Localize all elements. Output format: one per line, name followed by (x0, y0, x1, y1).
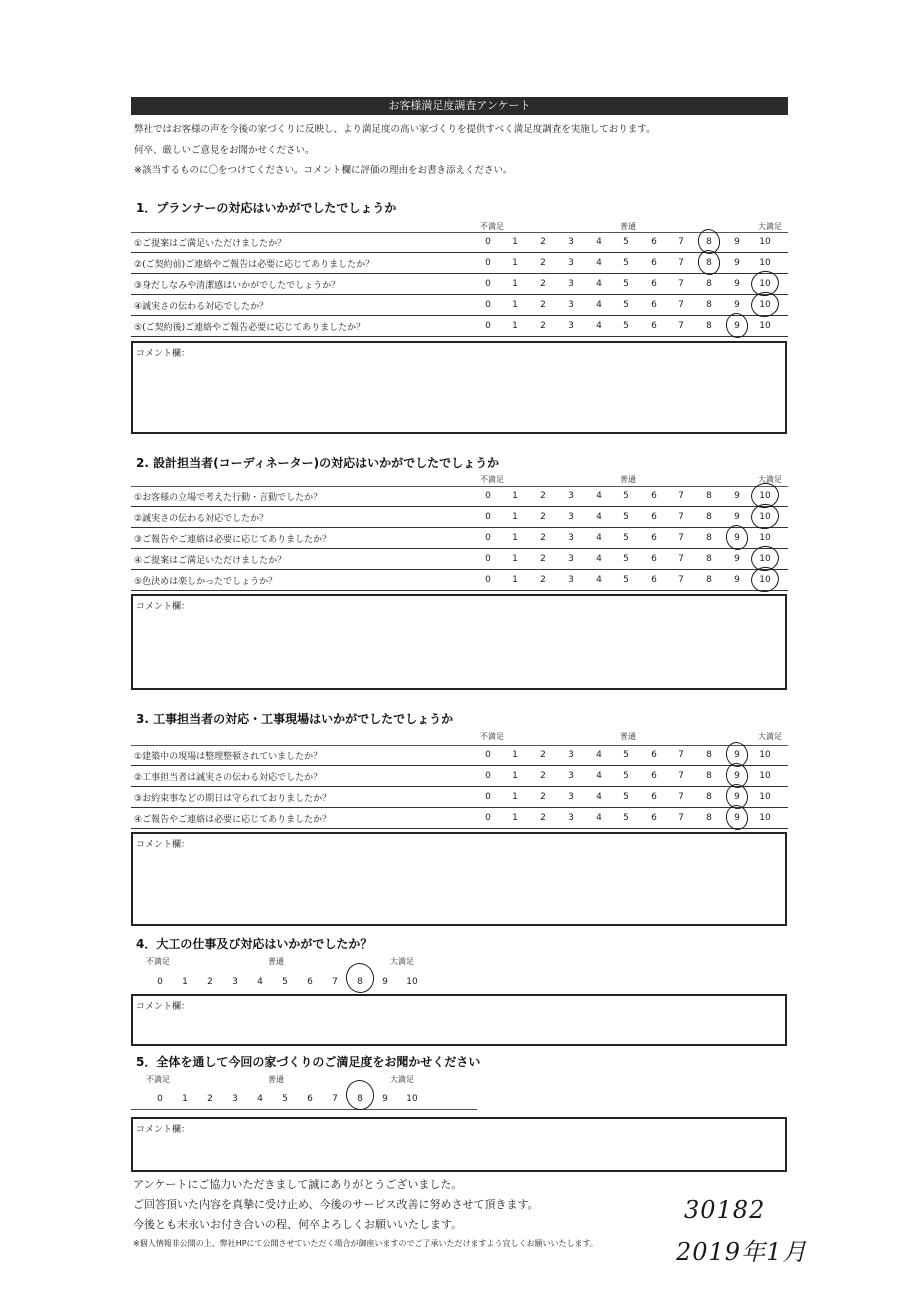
rating-option[interactable]: 2 (207, 1094, 213, 1104)
rating-option[interactable]: 1 (512, 491, 518, 501)
scale-label-high: 大満足 (758, 732, 782, 741)
section-title: 1．プランナーの対応はいかがでしたでしょうか (136, 201, 397, 215)
question-text: ④ご報告やご連絡は必要に応じてありましたか？ (134, 815, 332, 825)
rating-option[interactable]: 3 (568, 750, 574, 760)
question-text: ③身だしなみや清潔感はいかがでしたでしょうか？ (134, 281, 341, 291)
scale-label-low: 不満足 (146, 957, 170, 966)
question-row (131, 253, 788, 274)
rating-option[interactable]: 3 (568, 300, 574, 310)
rating-option[interactable]: 3 (568, 279, 574, 289)
rating-option[interactable]: 8 (706, 771, 712, 781)
rating-option[interactable]: 3 (568, 321, 574, 331)
rating-option[interactable]: 1 (512, 575, 518, 585)
comment-field[interactable] (131, 594, 787, 690)
rating-option[interactable]: 10 (406, 977, 418, 987)
rating-option[interactable]: 1 (512, 300, 518, 310)
rating-option[interactable]: 8 (706, 792, 712, 802)
rating-option[interactable]: 0 (485, 279, 491, 289)
rating-option[interactable]: 3 (232, 1094, 238, 1104)
selected-rating-circle (724, 311, 751, 340)
rating-option[interactable]: 1 (512, 750, 518, 760)
comment-label: コメント欄： (136, 349, 191, 359)
rating-option[interactable]: 8 (706, 575, 712, 585)
rating-option[interactable]: 8 (357, 977, 363, 987)
rating-option[interactable]: 6 (651, 575, 657, 585)
rating-option[interactable]: 6 (651, 750, 657, 760)
rating-option[interactable]: 7 (332, 977, 338, 987)
scale-label-high: 大満足 (390, 1075, 414, 1084)
rating-option[interactable]: 4 (596, 750, 602, 760)
rating-option[interactable]: 3 (568, 813, 574, 823)
rating-option[interactable]: 8 (706, 237, 712, 247)
rating-option[interactable]: 9 (734, 300, 740, 310)
rating-option[interactable]: 6 (307, 1094, 313, 1104)
scale-label-high: 大満足 (758, 222, 782, 231)
rating-option[interactable]: 1 (512, 258, 518, 268)
question-row (131, 507, 788, 528)
rating-option[interactable]: 3 (568, 792, 574, 802)
rating-option[interactable]: 2 (207, 977, 213, 987)
rating-option[interactable]: 6 (651, 533, 657, 543)
comment-label: コメント欄： (136, 1125, 191, 1135)
question-row (131, 274, 788, 295)
rating-option[interactable]: 8 (706, 512, 712, 522)
comment-field[interactable] (131, 1117, 787, 1172)
rating-option[interactable]: 8 (706, 750, 712, 760)
rating-option[interactable]: 10 (759, 813, 771, 823)
rating-option[interactable]: 2 (540, 554, 546, 564)
rating-option[interactable]: 4 (596, 792, 602, 802)
rating-option[interactable]: 6 (651, 321, 657, 331)
rating-option[interactable]: 8 (706, 533, 712, 543)
rating-option[interactable]: 9 (734, 533, 740, 543)
rating-option[interactable]: 9 (734, 321, 740, 331)
rating-option[interactable]: 6 (651, 813, 657, 823)
scale-underline (131, 1109, 477, 1110)
rating-option[interactable]: 0 (485, 575, 491, 585)
rating-option[interactable]: 0 (485, 258, 491, 268)
rating-option[interactable]: 3 (232, 977, 238, 987)
comment-field[interactable] (131, 832, 787, 926)
rating-option[interactable]: 0 (485, 771, 491, 781)
rating-option[interactable]: 5 (623, 258, 629, 268)
scale-label-mid: 普通 (620, 475, 636, 484)
privacy-note: ※個人情報非公開の上、弊社HPにて公開させていただく場合が御座いますのでご了承いただけますよう宜しくお願いいたします。 (133, 1239, 598, 1248)
rating-option[interactable]: 3 (568, 554, 574, 564)
rating-option[interactable]: 0 (485, 300, 491, 310)
rating-option[interactable]: 7 (678, 554, 684, 564)
rating-option[interactable]: 0 (485, 750, 491, 760)
rating-option[interactable]: 2 (540, 512, 546, 522)
rating-option[interactable]: 5 (623, 300, 629, 310)
rating-option[interactable]: 4 (257, 1094, 263, 1104)
rating-option[interactable]: 0 (485, 237, 491, 247)
rating-option[interactable]: 10 (759, 279, 771, 289)
rating-option[interactable]: 5 (623, 771, 629, 781)
question-text: ③お約束事などの期日は守られておりましたか？ (134, 794, 332, 804)
selected-rating-circle (343, 960, 377, 995)
rating-option[interactable]: 8 (706, 813, 712, 823)
handwritten-id: 30182 (684, 1196, 766, 1224)
survey-title: お客様満足度調査アンケート (131, 97, 788, 115)
rating-option[interactable]: 5 (623, 491, 629, 501)
rating-option[interactable]: 10 (759, 300, 771, 310)
rating-option[interactable]: 10 (759, 491, 771, 501)
scale-label-low: 不満足 (480, 222, 504, 231)
rating-option[interactable]: 1 (512, 533, 518, 543)
question-row (131, 570, 788, 591)
question-row (131, 295, 788, 316)
rating-option[interactable]: 0 (157, 977, 163, 987)
rating-option[interactable]: 1 (512, 771, 518, 781)
comment-label: コメント欄： (136, 840, 191, 850)
selected-rating-circle (724, 803, 751, 832)
rating-option[interactable]: 8 (706, 321, 712, 331)
rating-option[interactable]: 5 (623, 279, 629, 289)
scale-label-low: 不満足 (480, 475, 504, 484)
question-row (131, 549, 788, 570)
section-title: 5．全体を通して今回の家づくりのご満足度をお聞かせください (136, 1055, 481, 1069)
rating-option[interactable]: 4 (596, 771, 602, 781)
rating-option[interactable]: 0 (157, 1094, 163, 1104)
rating-option[interactable]: 7 (678, 575, 684, 585)
rating-option[interactable]: 9 (734, 512, 740, 522)
question-text: ④ご提案はご満足いただけましたか？ (134, 556, 287, 566)
question-text: ⑤色決めは楽しかったでしょうか？ (134, 577, 278, 587)
rating-option[interactable]: 1 (182, 977, 188, 987)
rating-option[interactable]: 0 (485, 554, 491, 564)
scale-label-mid: 普通 (620, 732, 636, 741)
rating-option[interactable]: 0 (485, 533, 491, 543)
rating-option[interactable]: 5 (282, 977, 288, 987)
scale-label-mid: 普通 (268, 1075, 284, 1084)
rating-option[interactable]: 6 (651, 554, 657, 564)
closing-message: アンケートにご協力いただきまして誠にありがとうございました。 (133, 1178, 463, 1191)
question-text: ①建築中の現場は整理整頓されていましたか？ (134, 752, 323, 762)
closing-message: ご回答頂いた内容を真摯に受け止め、今後のサービス改善に努めさせて頂きます。 (133, 1198, 539, 1211)
rating-option[interactable]: 4 (596, 258, 602, 268)
question-row (131, 787, 788, 808)
rating-option[interactable]: 6 (651, 258, 657, 268)
rating-option[interactable]: 9 (734, 237, 740, 247)
rating-option[interactable]: 2 (540, 279, 546, 289)
rating-option[interactable]: 4 (596, 300, 602, 310)
rating-option[interactable]: 1 (512, 554, 518, 564)
rating-option[interactable]: 0 (485, 792, 491, 802)
rating-option[interactable]: 9 (734, 575, 740, 585)
rating-option[interactable]: 7 (678, 792, 684, 802)
rating-option[interactable]: 8 (706, 554, 712, 564)
rating-option[interactable]: 10 (759, 554, 771, 564)
rating-option[interactable]: 8 (706, 279, 712, 289)
rating-option[interactable]: 3 (568, 575, 574, 585)
rating-option[interactable]: 4 (596, 554, 602, 564)
rating-option[interactable]: 5 (623, 321, 629, 331)
rating-option[interactable]: 9 (734, 792, 740, 802)
rating-option[interactable]: 1 (182, 1094, 188, 1104)
rating-option[interactable]: 1 (512, 237, 518, 247)
rating-option[interactable]: 10 (759, 750, 771, 760)
rating-option[interactable]: 2 (540, 300, 546, 310)
rating-option[interactable]: 8 (357, 1094, 363, 1104)
section-title: 2. 設計担当者(コーディネーター)の対応はいかがでしたでしょうか (136, 456, 500, 470)
rating-option[interactable]: 5 (623, 237, 629, 247)
rating-option[interactable]: 6 (651, 792, 657, 802)
selected-rating-circle (696, 248, 723, 277)
comment-label: コメント欄： (136, 602, 191, 612)
rating-option[interactable]: 2 (540, 237, 546, 247)
rating-option[interactable]: 8 (706, 300, 712, 310)
rating-option[interactable]: 4 (596, 512, 602, 522)
rating-option[interactable]: 10 (759, 512, 771, 522)
rating-option[interactable]: 0 (485, 813, 491, 823)
question-text: ②誠実さの伝わる対応でしたか？ (134, 514, 269, 524)
scale-label-high: 大満足 (390, 957, 414, 966)
rating-option[interactable]: 9 (382, 977, 388, 987)
rating-option[interactable]: 8 (706, 491, 712, 501)
rating-option[interactable]: 0 (485, 512, 491, 522)
rating-option[interactable]: 7 (678, 491, 684, 501)
rating-option[interactable]: 6 (651, 279, 657, 289)
question-text: ②工事担当者は誠実さの伝わる対応でしたか？ (134, 773, 323, 783)
rating-option[interactable]: 4 (596, 533, 602, 543)
rating-option[interactable]: 1 (512, 321, 518, 331)
closing-message: 今後とも末永いお付き合いの程、何卒よろしくお願いいたします。 (133, 1218, 463, 1231)
rating-option[interactable]: 9 (382, 1094, 388, 1104)
question-row (131, 528, 788, 549)
rating-option[interactable]: 5 (623, 813, 629, 823)
rating-option[interactable]: 7 (678, 813, 684, 823)
rating-option[interactable]: 1 (512, 813, 518, 823)
rating-option[interactable]: 4 (257, 977, 263, 987)
rating-option[interactable]: 8 (706, 258, 712, 268)
rating-option[interactable]: 1 (512, 792, 518, 802)
rating-option[interactable]: 1 (512, 512, 518, 522)
rating-option[interactable]: 7 (678, 771, 684, 781)
rating-option[interactable]: 4 (596, 575, 602, 585)
rating-option[interactable]: 1 (512, 279, 518, 289)
rating-option[interactable]: 5 (623, 533, 629, 543)
rating-option[interactable]: 4 (596, 491, 602, 501)
rating-option[interactable]: 3 (568, 491, 574, 501)
question-row (131, 232, 788, 253)
question-row (131, 745, 788, 766)
rating-option[interactable]: 5 (623, 554, 629, 564)
question-text: ①お客様の立場で考えた行動・言動でしたか？ (134, 493, 323, 503)
rating-option[interactable]: 7 (678, 237, 684, 247)
rating-option[interactable]: 7 (678, 279, 684, 289)
intro-line: 弊社ではお客様の声を今後の家づくりに反映し、より満足度の高い家づくりを提供すべく満足度調査を実施しております。 (134, 124, 656, 135)
rating-option[interactable]: 9 (734, 813, 740, 823)
rating-option[interactable]: 0 (485, 321, 491, 331)
comment-field[interactable] (131, 994, 787, 1046)
rating-option[interactable]: 5 (623, 512, 629, 522)
rating-option[interactable]: 3 (568, 533, 574, 543)
rating-option[interactable]: 6 (651, 237, 657, 247)
rating-option[interactable]: 6 (307, 977, 313, 987)
rating-option[interactable]: 7 (678, 300, 684, 310)
section-title: 4．大工の仕事及び対応はいかがでしたか？ (136, 937, 373, 951)
rating-option[interactable]: 4 (596, 321, 602, 331)
rating-option[interactable]: 5 (282, 1094, 288, 1104)
rating-option[interactable]: 10 (759, 792, 771, 802)
section-title: 3. 工事担当者の対応・工事現場はいかがでしたでしょうか (136, 712, 454, 726)
question-row (131, 766, 788, 787)
question-text: ⑤(ご契約後)ご連絡やご報告必要に応じてありましたか？ (134, 323, 366, 333)
rating-option[interactable]: 7 (678, 321, 684, 331)
rating-option[interactable]: 10 (759, 533, 771, 543)
rating-option[interactable]: 10 (759, 575, 771, 585)
rating-option[interactable]: 5 (623, 575, 629, 585)
rating-option[interactable]: 0 (485, 491, 491, 501)
rating-option[interactable]: 2 (540, 575, 546, 585)
rating-option[interactable]: 7 (678, 750, 684, 760)
rating-option[interactable]: 9 (734, 771, 740, 781)
rating-option[interactable]: 4 (596, 813, 602, 823)
rating-option[interactable]: 2 (540, 491, 546, 501)
intro-line: 何卒、厳しいご意見をお聞かせください。 (134, 145, 315, 156)
rating-option[interactable]: 3 (568, 512, 574, 522)
rating-option[interactable]: 2 (540, 258, 546, 268)
comment-field[interactable] (131, 341, 787, 434)
selected-rating-circle (724, 523, 751, 552)
rating-option[interactable]: 6 (651, 491, 657, 501)
question-row (131, 808, 788, 829)
rating-option[interactable]: 4 (596, 237, 602, 247)
question-row (131, 486, 788, 507)
rating-option[interactable]: 2 (540, 771, 546, 781)
rating-option[interactable]: 7 (678, 533, 684, 543)
scale-label-low: 不満足 (146, 1075, 170, 1084)
rating-option[interactable]: 2 (540, 533, 546, 543)
selected-rating-circle (343, 1077, 377, 1112)
rating-option[interactable]: 7 (332, 1094, 338, 1104)
rating-option[interactable]: 9 (734, 279, 740, 289)
scale-label-low: 不満足 (480, 732, 504, 741)
rating-option[interactable]: 2 (540, 813, 546, 823)
rating-option[interactable]: 9 (734, 554, 740, 564)
question-text: ④誠実さの伝わる対応でしたか？ (134, 302, 269, 312)
rating-option[interactable]: 7 (678, 512, 684, 522)
scale-label-mid: 普通 (268, 957, 284, 966)
rating-option[interactable]: 2 (540, 792, 546, 802)
scale-label-mid: 普通 (620, 222, 636, 231)
question-text: ②(ご契約前)ご連絡やご報告は必要に応じてありましたか？ (134, 260, 375, 270)
rating-option[interactable]: 9 (734, 491, 740, 501)
scale-label-high: 大満足 (758, 475, 782, 484)
rating-option[interactable]: 5 (623, 750, 629, 760)
rating-option[interactable]: 5 (623, 792, 629, 802)
rating-option[interactable]: 6 (651, 300, 657, 310)
rating-option[interactable]: 10 (759, 237, 771, 247)
rating-option[interactable]: 10 (759, 321, 771, 331)
rating-option[interactable]: 10 (406, 1094, 418, 1104)
rating-option[interactable]: 6 (651, 771, 657, 781)
rating-option[interactable]: 3 (568, 237, 574, 247)
question-row (131, 316, 788, 337)
rating-option[interactable]: 10 (759, 771, 771, 781)
intro-line: ※該当するものに〇をつけてください。コメント欄に評価の理由をお書き添えください。 (134, 165, 513, 176)
handwritten-date: 2019年1月 (676, 1238, 808, 1266)
rating-option[interactable]: 9 (734, 750, 740, 760)
question-text: ①ご提案はご満足いただけましたか？ (134, 239, 287, 249)
question-text: ③ご報告やご連絡は必要に応じてありましたか？ (134, 535, 332, 545)
rating-option[interactable]: 9 (734, 258, 740, 268)
rating-option[interactable]: 3 (568, 258, 574, 268)
rating-option[interactable]: 3 (568, 771, 574, 781)
rating-option[interactable]: 10 (759, 258, 771, 268)
rating-option[interactable]: 2 (540, 321, 546, 331)
rating-option[interactable]: 7 (678, 258, 684, 268)
rating-option[interactable]: 2 (540, 750, 546, 760)
comment-label: コメント欄： (136, 1002, 191, 1012)
rating-option[interactable]: 4 (596, 279, 602, 289)
rating-option[interactable]: 6 (651, 512, 657, 522)
